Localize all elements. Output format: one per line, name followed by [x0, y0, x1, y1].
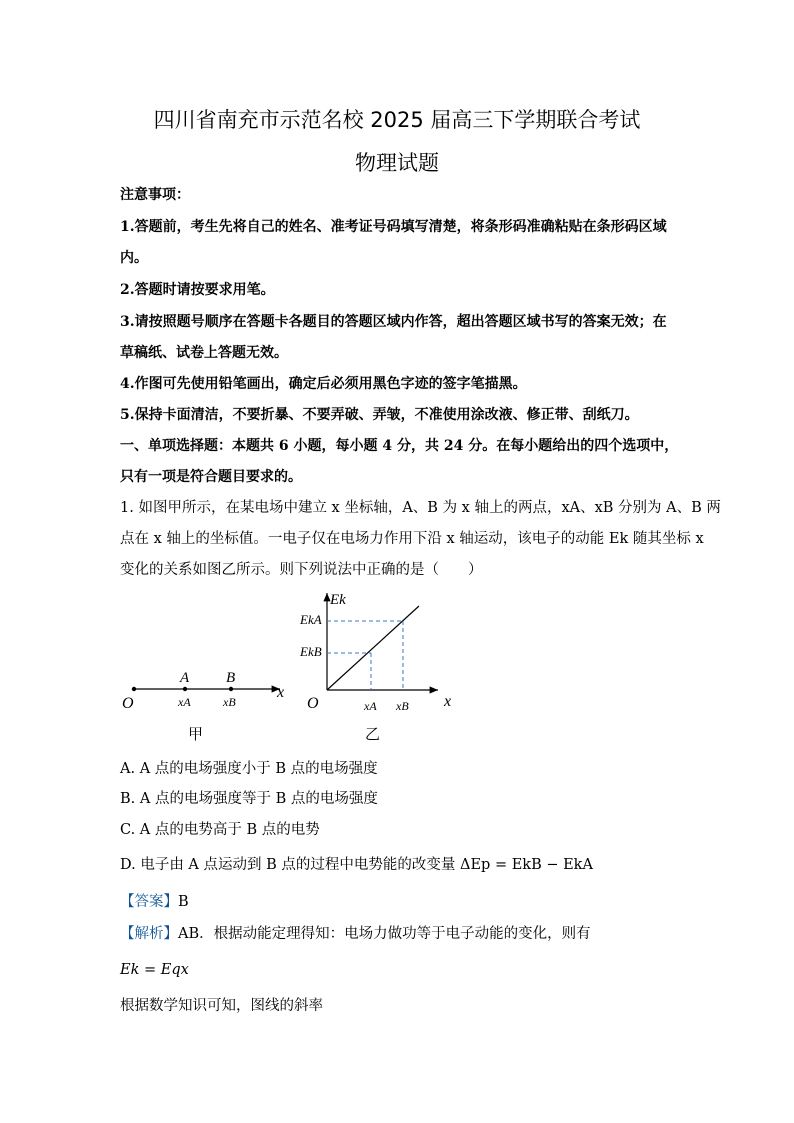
notice-item: 2.答题时请按要求用笔。	[120, 282, 275, 298]
question-stem: 变化的关系如图乙所示。则下列说法中正确的是（ ）	[120, 562, 483, 578]
yi-ek-line	[327, 606, 419, 690]
answer-tag: 【答案】	[120, 894, 178, 910]
yi-caption: 乙	[365, 727, 381, 743]
figure-jia	[122, 670, 284, 743]
jia-coord-b-label: xB	[223, 695, 236, 709]
yi-eka-label: EkA	[300, 612, 322, 627]
notice-item: 5.保持卡面清洁，不要折暴、不要弄破、弄皱，不准使用涂改液、修正带、刮纸刀。	[120, 407, 639, 423]
analysis-text: AB．根据动能定理得知：电场力做功等于电子动能的变化，则有	[178, 926, 591, 942]
notice-item: 草稿纸、试卷上答题无效。	[120, 345, 288, 361]
answer-line	[120, 893, 680, 911]
exam-title: 四川省南充市示范名校 2025 届高三下学期联合考试	[153, 108, 641, 132]
question-stem: 点在 x 轴上的坐标值。一电子仅在电场力作用下沿 x 轴运动，该电子的动能 Ek 随其坐标 x	[120, 531, 704, 547]
option-d: D. 电子由 A 点运动到 B 点的过程中电势能的改变量 ΔEp = EkB − EkA	[120, 857, 593, 873]
notice-heading: 注意事项：	[120, 187, 190, 203]
jia-point-b-label: B	[226, 670, 236, 686]
analysis-tag: 【解析】	[120, 926, 178, 942]
analysis-line	[120, 925, 680, 943]
jia-coord-a-label: xA	[178, 695, 191, 709]
yi-coord-a-label: xA	[364, 699, 377, 713]
formula: Ek = Eqx	[120, 962, 189, 978]
question-stem: 1. 如图甲所示，在某电场中建立 x 坐标轴，A、B 为 x 轴上的两点，xA、xB 分别为 A、B 两	[120, 500, 721, 516]
option-c: C. A 点的电势高于 B 点的电势	[120, 822, 320, 838]
notice-item: 4.作图可先使用铅笔画出，确定后必须用黑色字迹的签字笔描黑。	[120, 376, 527, 392]
jia-point-a-label: A	[180, 670, 190, 686]
yi-origin-label: O	[307, 695, 319, 712]
notice-item: 1.答题前，考生先将自己的姓名、准考证号码填写清楚，将条形码准确粘贴在条形码区域	[120, 219, 667, 235]
yi-coord-b-label: xB	[396, 699, 409, 713]
jia-point-a-dot	[183, 687, 187, 691]
jia-point-b-dot	[229, 687, 233, 691]
jia-caption: 甲	[188, 727, 204, 743]
option-a: A. A 点的电场强度小于 B 点的电场强度	[120, 761, 378, 777]
question-figure	[0, 585, 794, 755]
yi-y-axis-label: Ek	[330, 592, 346, 608]
option-b: B. A 点的电场强度等于 B 点的电场强度	[120, 791, 378, 807]
jia-axis-label: x	[277, 684, 285, 701]
section-heading-cont: 只有一项是符合题目要求的。	[120, 469, 302, 485]
yi-ekb-label: EkB	[300, 644, 322, 659]
notice-item: 3.请按照题号顺序在答题卡各题目的答题区域内作答，超出答题区域书写的答案无效；在	[120, 314, 667, 330]
yi-axis-label: x	[444, 693, 452, 710]
answer-value: B	[178, 894, 189, 910]
exam-subtitle: 物理试题	[355, 151, 439, 175]
analysis-continued: 根据数学知识可知，图线的斜率	[120, 998, 323, 1014]
notice-item: 内。	[120, 250, 148, 266]
jia-origin-dot	[132, 687, 136, 691]
jia-origin-label: O	[122, 695, 134, 712]
section-heading: 一、单项选择题：本题共 6 小题，每小题 4 分，共 24 分。在每小题给出的四个选项中，	[120, 438, 679, 454]
figure-yi	[299, 592, 451, 743]
